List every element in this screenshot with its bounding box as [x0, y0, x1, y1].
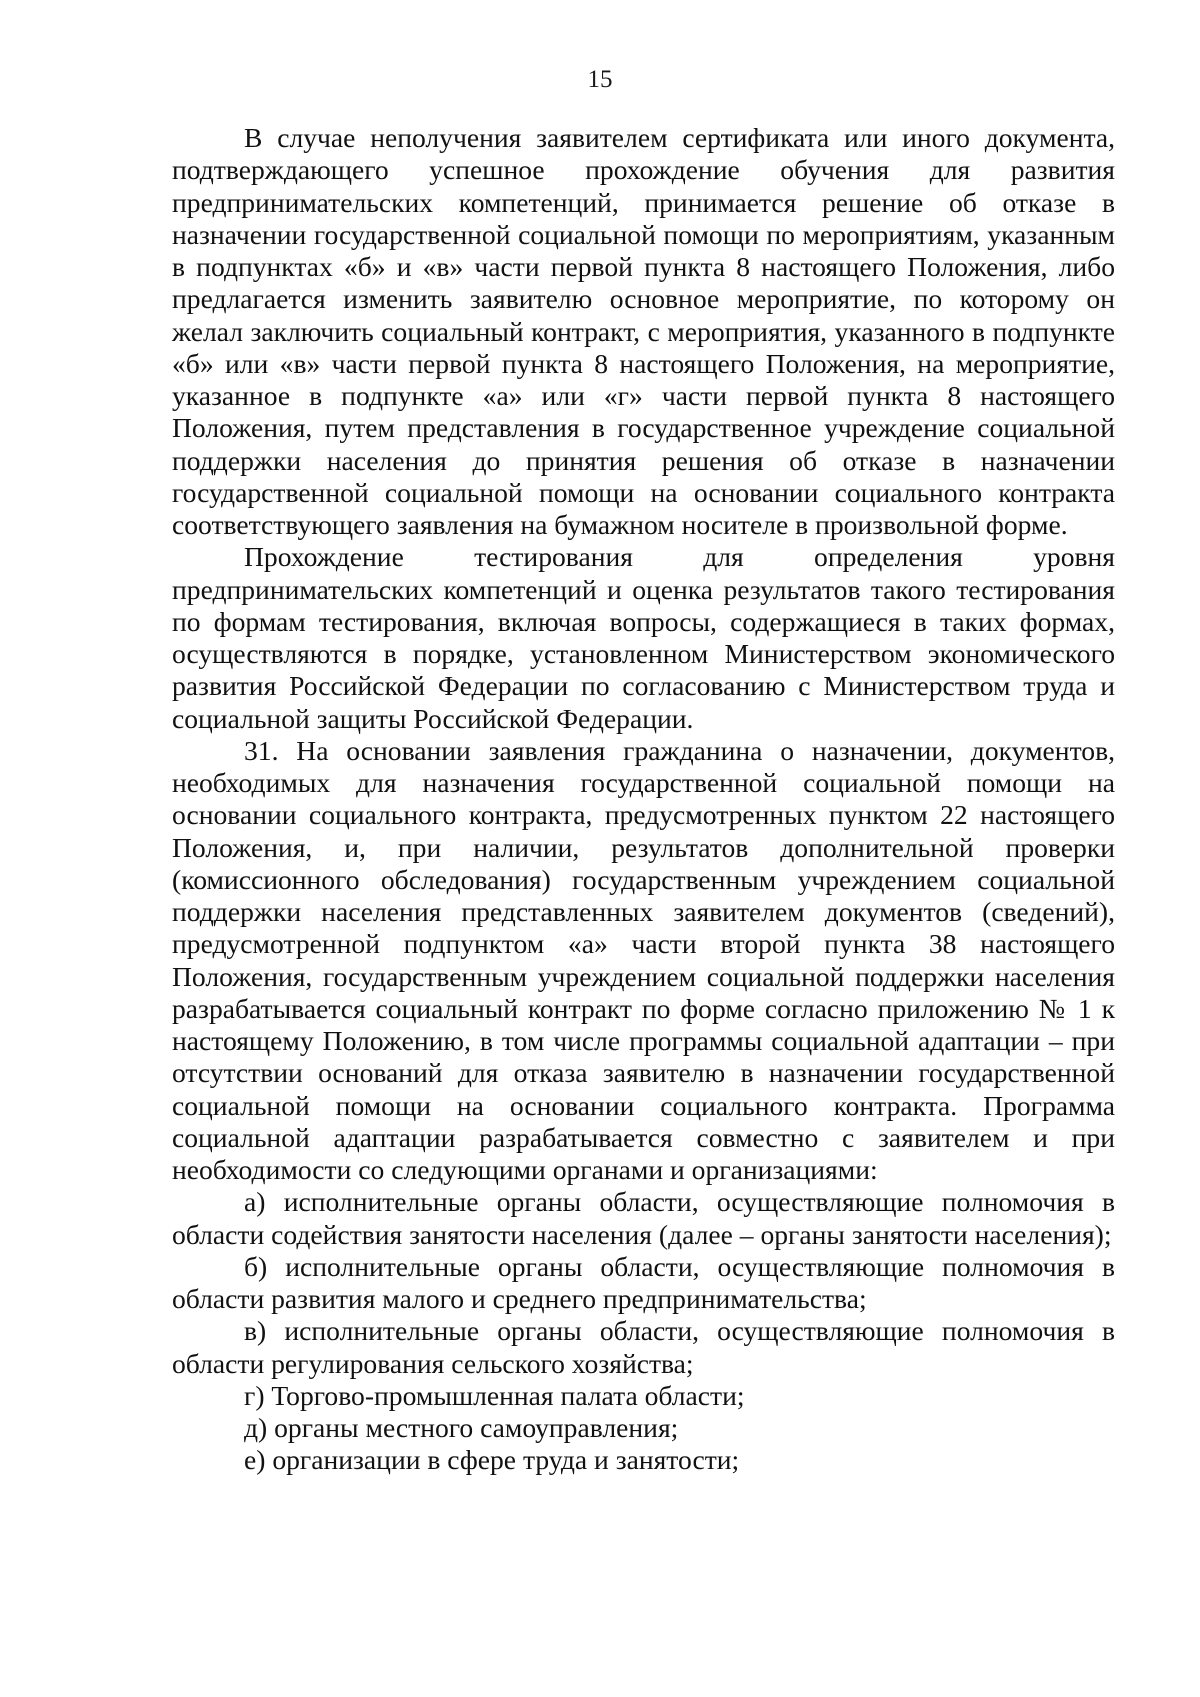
- list-item-e: е) организации в сфере труда и занятости;: [244, 1444, 740, 1476]
- paragraph-testing-procedure: Прохождение тестирования для определения уровня предпринимательских компетенций и оценка результатов такого тестирования по формам тестирования, включая вопросы, содержащиеся в таких формах, осуществляются в порядке, установленном Министерством экономического развития Российской Федерации по согласованию с Министерством труда и социальной защиты Российской Федерации.: [172, 541, 1115, 734]
- document-body: [172, 122, 1115, 1477]
- list-item-b: б) исполнительные органы области, осуществляющие полномочия в области развития малого и среднего предпринимательства;: [172, 1250, 1115, 1314]
- list-item-v: в) исполнительные органы области, осуществляющие полномочия в области регулирования сельского хозяйства;: [172, 1315, 1115, 1379]
- list-item-d: д) органы местного самоуправления;: [244, 1412, 679, 1443]
- page-number: 15: [587, 66, 613, 93]
- list-item-g: г) Торгово-промышленная палата области;: [244, 1379, 745, 1411]
- paragraph-item-31: 31. На основании заявления гражданина о назначении, документов, необходимых для назначения государственной социальной помощи на основании социального контракта, предусмотренных пунктом 22 настоящего Положения, и, при наличии, результатов дополнительной проверки (комиссионного обследования) государственным учреждением социальной поддержки населения представленных заявителем документов (сведений), предусмотренной подпунктом «а» части второй пункта 38 настоящего Положения, государственным учреждением социальной поддержки населения разрабатывается социальный контракт по форме согласно приложению № 1 к настоящему Положению, в том числе программы социальной адаптации – при отсутствии оснований для отказа заявителю в назначении государственной социальной помощи на основании социального контракта. Программа социальной адаптации разрабатывается совместно с заявителем и при необходимости со следующими органами и организациями:: [172, 734, 1115, 1185]
- list-item-a: а) исполнительные органы области, осуществляющие полномочия в области содействия занятости населения (далее – органы занятости населения);: [172, 1186, 1115, 1250]
- paragraph-certificate-refusal: В случае неполучения заявителем сертификата или иного документа, подтверждающего успешное прохождение обучения для развития предпринимательских компетенций, принимается решение об отказе в назначении государственной социальной помощи по мероприятиям, указанным в подпунктах «б» и «в» части первой пункта 8 настоящего Положения, либо предлагается изменить заявителю основное мероприятие, по которому он желал заключить социальный контракт, с мероприятия, указанного в подпункте «б» или «в» части первой пункта 8 настоящего Положения, на мероприятие, указанное в подпункте «а» или «г» части первой пункта 8 настоящего Положения, путем представления в государственное учреждение социальной поддержки населения до принятия решения об отказе в назначении государственной социальной помощи на основании социального контракта соответствующего заявления на бумажном носителе в произвольной форме.: [172, 122, 1115, 540]
